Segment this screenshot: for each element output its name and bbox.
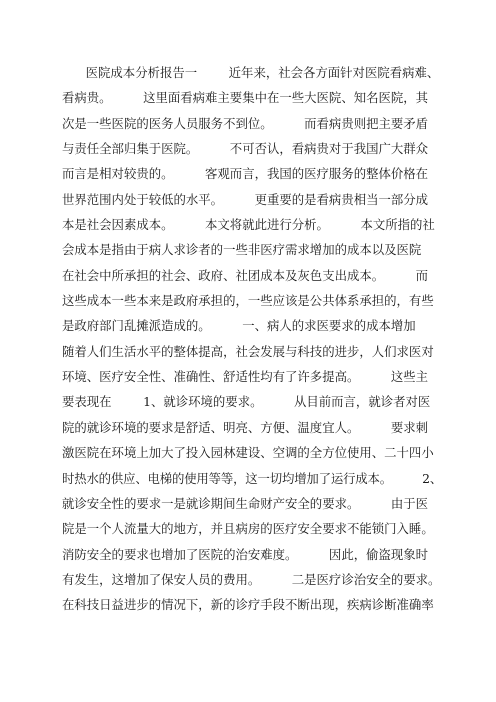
text-line: 这些成本一些本来是政府承担的，一些应该是公共体系承担的，有些 bbox=[62, 293, 434, 309]
text-line: 本是社会因素成本。 本文将就此进行分析。 本文所指的社 bbox=[62, 217, 435, 233]
report-body bbox=[62, 60, 442, 618]
text-line: 院是一个人流量大的地方，并且病房的医疗安全要求不能锁门入睡。 bbox=[62, 521, 434, 537]
text-line: 消防安全的要求也增加了医院的治安难度。 因此，偷盗现象时 bbox=[62, 546, 429, 562]
text-line: 会成本是指由于病人求诊者的一些非医疗需求增加的成本以及医院 bbox=[62, 242, 422, 258]
text-line: 随着人们生活水平的整体提高，社会发展与科技的进步，人们求医对 bbox=[62, 343, 434, 359]
text-line: 环境、医疗安全性、准确性、舒适性均有了许多提高。 这些主 bbox=[62, 369, 429, 385]
text-line: 时热水的供应、电梯的使用等等，这一切均增加了运行成本。 2、 bbox=[62, 470, 442, 486]
text-line: 院的就诊环境的要求是舒适、明亮、方便、温度宜人。 要求刺 bbox=[62, 419, 429, 435]
text-line: 世界范围内处于较低的水平。 更重要的是看病贵相当一部分成 bbox=[62, 191, 429, 207]
text-line: 是政府部门乱摊派造成的。 一、病人的求医要求的成本增加 bbox=[62, 318, 416, 334]
text-line: 在社会中所承担的社会、政府、社团成本及灰色支出成本。 而 bbox=[62, 267, 429, 283]
text-line: 激医院在环境上加大了投入园林建设、空调的全方位使用、二十四小 bbox=[62, 445, 434, 461]
text-line: 就诊安全性的要求一是就诊期间生命财产安全的要求。 由于医 bbox=[62, 495, 429, 511]
text-line: 有发生，这增加了保安人员的费用。 二是医疗诊治安全的要求。 bbox=[62, 571, 441, 587]
text-line: 而言是相对较贵的。 客观而言，我国的医疗服务的整体价格在 bbox=[62, 166, 429, 182]
text-line: 次是一些医院的医务人员服务不到位。 而看病贵则把主要矛盾 bbox=[62, 115, 429, 131]
text-line: 医院成本分析报告一 近年来，社会各方面针对医院看病难、 bbox=[62, 65, 440, 80]
text-line: 要表现在 1、就诊环境的要求。 从目前而言，就诊者对医 bbox=[62, 394, 431, 410]
text-line: 看病贵。 这里面看病难主要集中在一些大医院、知名医院，其 bbox=[62, 90, 429, 106]
text-line: 在科技日益进步的情况下，新的诊疗手段不断出现，疾病诊断准确率 bbox=[62, 597, 434, 613]
text-line: 与责任全部归集于医院。 不可否认，看病贵对于我国广大群众 bbox=[62, 141, 429, 157]
